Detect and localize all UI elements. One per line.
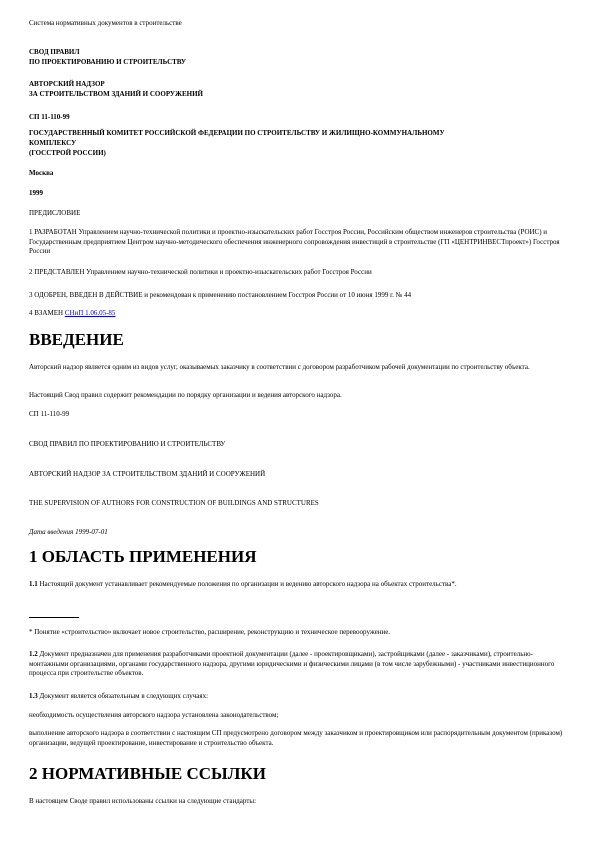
org-line-1: ГОСУДАРСТВЕННЫЙ КОМИТЕТ РОССИЙСКОЙ ФЕДЕРАЦИИ ПО СТРОИТЕЛЬСТВУ И ЖИЛИЩНО-КОММУНАЛЬНОМУ xyxy=(29,129,445,137)
section-2-paragraph-1: В настоящем Своде правил использованы ссылки на следующие стандарты: xyxy=(29,797,257,805)
org-line-2: КОМПЛЕКСУ xyxy=(29,139,77,147)
titleblock-line-3: THE SUPERVISION OF AUTHORS FOR CONSTRUCTION OF BUILDINGS AND STRUCTURES xyxy=(29,499,319,507)
section-2-heading: 2 НОРМАТИВНЫЕ ССЫЛКИ xyxy=(29,764,266,783)
footnote: * Понятие «строительство» включает новое строительство, расширение, реконструкцию и техническое перевооружение. xyxy=(29,628,391,636)
doc-title-line-1: АВТОРСКИЙ НАДЗОР xyxy=(29,80,105,88)
code-title-line-1: СВОД ПРАВИЛ xyxy=(29,48,80,56)
doc-code: СП 11-110-99 xyxy=(29,113,70,121)
titleblock-code: СП 11-110-99 xyxy=(29,410,70,418)
code-title-line-2: ПО ПРОЕКТИРОВАНИЮ И СТРОИТЕЛЬСТВУ xyxy=(29,58,187,66)
footnote-separator xyxy=(29,617,79,618)
header-text: Система нормативных документов в строительстве xyxy=(29,19,182,27)
intro-paragraph-2: Настоящий Свод правил содержит рекомендации по порядку организации и ведения авторского надзора. xyxy=(29,391,342,399)
titleblock-line-1: СВОД ПРАВИЛ ПО ПРОЕКТИРОВАНИЮ И СТРОИТЕЛЬСТВУ xyxy=(29,440,226,448)
section-1-paragraph-3: 1.3 Документ является обязательным в следующих случаях: xyxy=(29,692,209,700)
doc-title-line-2: ЗА СТРОИТЕЛЬСТВОМ ЗДАНИЙ И СООРУЖЕНИЙ xyxy=(29,90,203,98)
foreword-title: ПРЕДИСЛОВИЕ xyxy=(29,209,81,217)
intro-heading: ВВЕДЕНИЕ xyxy=(29,330,124,349)
section-1-paragraph-2: 1.2 Документ предназначен для применения разработчиками проектной документации (далее - проектировщиками), застройщиками (далее - заказчиками), строительно-монтажными организациями, органами государственного надзора, другими юридическими и физическими лицами (в том числе зарубежными) - участниками инвестиционного процесса при строительстве объектов. xyxy=(29,650,555,677)
section-1-paragraph-1: 1.1 Настоящий документ устанавливает рекомендуемые положения по организации и ведению авторского надзора на объектах строительства*. xyxy=(29,580,457,588)
foreword-paragraph-1: 1 РАЗРАБОТАН Управлением научно-технической политики и проектно-изыскательских работ Госстроя России, Российским обществом инженеров строительства (РОИС) и Государственным предприятием Центром научно-методического обеспечения инженерного сопровождения инвестиций в строительстве (ГП «ЦЕНТРИНВЕСТпроект») Госстроя России xyxy=(29,228,560,255)
section-1-heading: 1 ОБЛАСТЬ ПРИМЕНЕНИЯ xyxy=(29,547,257,566)
section-1-paragraph-4: необходимость осуществления авторского надзора установлена законодательством; xyxy=(29,711,279,719)
introduction-date: Дата введения 1999-07-01 xyxy=(29,528,108,536)
city: Москва xyxy=(29,169,54,177)
year: 1999 xyxy=(29,189,43,197)
snip-reference-link[interactable]: СНиП 1.06.05-85 xyxy=(64,309,116,317)
foreword-paragraph-4: 4 ВЗАМЕН СНиП 1.06.05-85 xyxy=(29,309,116,317)
foreword-paragraph-2: 2 ПРЕДСТАВЛЕН Управлением научно-технической политики и проектно-изыскательских работ Госстроя России xyxy=(29,268,372,276)
org-line-3: (ГОССТРОЙ РОССИИ) xyxy=(29,149,106,157)
intro-paragraph-1: Авторский надзор является одним из видов услуг, оказываемых заказчику в соответствии с договором разработчиком рабочей документации по строительству объекта. xyxy=(29,363,530,371)
foreword-paragraph-3: 3 ОДОБРЕН, ВВЕДЕН В ДЕЙСТВИЕ и рекомендован к применению постановлением Госстроя России от 10 июня 1999 г. № 44 xyxy=(29,291,412,299)
titleblock-line-2: АВТОРСКИЙ НАДЗОР ЗА СТРОИТЕЛЬСТВОМ ЗДАНИЙ И СООРУЖЕНИЙ xyxy=(29,470,266,478)
section-1-paragraph-5: выполнение авторского надзора в соответствии с настоящим СП предусмотрено договором между заказчиком и проектировщиком или распорядительным документом (приказом) организации, ведущей проектирование, инвестирование и строительство объекта. xyxy=(29,729,563,747)
